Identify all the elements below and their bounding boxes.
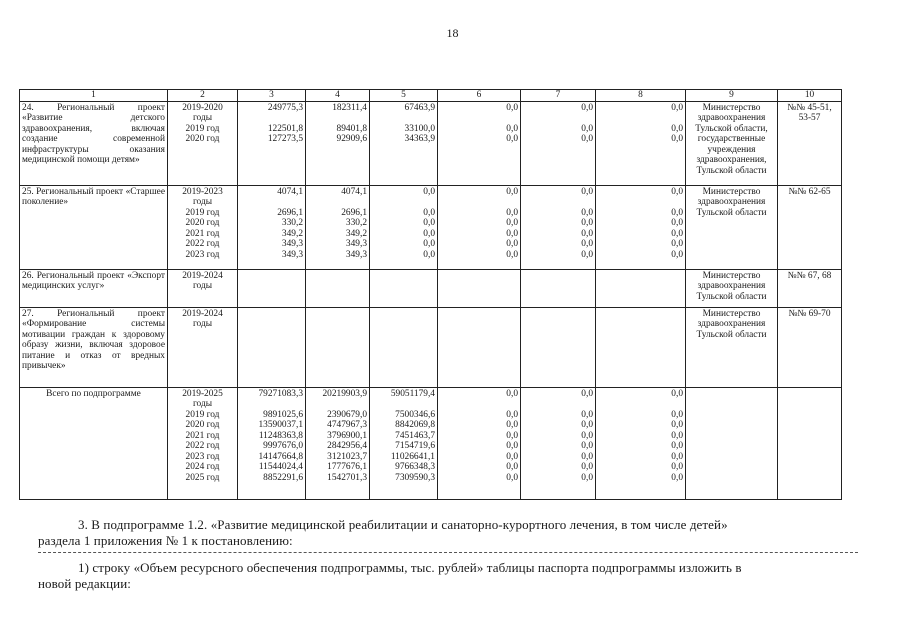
responsible-cell: Министерство здравоохранения Тульской области <box>686 307 778 387</box>
amount-line <box>372 197 435 208</box>
amount-line: 0,0 <box>506 207 518 218</box>
amount-line: 0,0 <box>423 249 435 260</box>
amount-line: 0,0 <box>506 409 518 420</box>
period-cell <box>168 185 238 269</box>
project-name-cell: 26. Региональный проект «Экспорт медицинских услуг» <box>20 269 168 307</box>
amount-line <box>308 197 367 208</box>
header-cell: 8 <box>596 90 686 102</box>
amount-line: 2696,1 <box>277 207 303 218</box>
reference-cell: №№ 45-51, 53-57 <box>778 101 842 185</box>
amount-line: 9891025,6 <box>263 409 303 420</box>
amount-line: 3796900,1 <box>327 430 367 441</box>
amount-cell <box>438 387 521 499</box>
period-cell <box>168 269 238 307</box>
amount-line: 8842069,8 <box>395 420 435 430</box>
amount-cell <box>596 269 686 307</box>
amount-cell <box>370 307 438 387</box>
amount-line: 0,0 <box>581 441 593 451</box>
amount-line: 0,0 <box>506 123 518 134</box>
period-line: 2019 год <box>185 123 220 134</box>
amount-line: 7154719,6 <box>395 441 435 451</box>
amount-line: 34363,9 <box>404 134 435 144</box>
amount-line <box>240 197 303 208</box>
amount-line: 0,0 <box>506 430 518 441</box>
amount-line: 0,0 <box>581 207 593 218</box>
amount-line: 0,0 <box>506 134 518 144</box>
amount-line: 0,0 <box>506 472 518 483</box>
header-cell: 6 <box>438 90 521 102</box>
amount-cell <box>306 269 370 307</box>
period-line: 2023 год <box>185 451 220 462</box>
amount-line: 92909,6 <box>336 134 367 144</box>
period-line: 2019-2024 <box>182 270 223 281</box>
period-line: 2022 год <box>185 441 220 451</box>
amount-line: 0,0 <box>581 472 593 483</box>
period-cell <box>168 307 238 387</box>
amount-line: 4747967,3 <box>327 420 367 430</box>
amount-line: 0,0 <box>671 228 683 239</box>
amount-line: 1542701,3 <box>327 472 367 483</box>
paragraph-item-1-line-1: 1) строку «Объем ресурсного обеспечения подпрограммы, тыс. рублей» таблицы паспорта подпрограммы изложить в <box>78 560 742 575</box>
amount-cell <box>521 101 596 185</box>
header-cell: 10 <box>778 90 842 102</box>
amount-line: 0,0 <box>581 388 593 399</box>
amount-cell <box>306 101 370 185</box>
amount-line: 0,0 <box>423 228 435 239</box>
table-body <box>20 101 842 499</box>
period-line: 2019-2023 <box>182 186 223 197</box>
amount-line: 0,0 <box>671 388 683 399</box>
amount-line: 0,0 <box>506 239 518 249</box>
amount-cell <box>438 307 521 387</box>
amount-line: 7309590,3 <box>395 472 435 483</box>
amount-cell <box>238 101 306 185</box>
project-name-cell: 27. Региональный проект «Формирование системы мотивации граждан к здоровому образу жизни, включая здоровое питание и отказ от вредных привычек» <box>20 307 168 387</box>
header-cell: 4 <box>306 90 370 102</box>
amount-line: 0,0 <box>581 420 593 430</box>
amount-line <box>598 399 683 410</box>
amount-line: 0,0 <box>581 228 593 239</box>
amount-line: 0,0 <box>581 451 593 462</box>
budget-table <box>19 89 842 500</box>
period-line: 2022 год <box>185 239 220 249</box>
amount-line: 0,0 <box>581 218 593 228</box>
amount-cell <box>438 269 521 307</box>
amount-cell <box>521 387 596 499</box>
amount-line: 349,3 <box>345 249 367 260</box>
amount-line <box>240 399 303 410</box>
table-header-row <box>20 90 842 102</box>
amount-line: 0,0 <box>671 186 683 197</box>
amount-line: 0,0 <box>581 186 593 197</box>
amount-cell <box>306 185 370 269</box>
amount-line: 0,0 <box>671 430 683 441</box>
amount-line: 11026641,1 <box>390 451 435 462</box>
amount-line: 0,0 <box>581 239 593 249</box>
amount-line <box>440 197 518 208</box>
period-line: 2019 год <box>185 207 220 218</box>
period-line: годы <box>192 399 213 409</box>
page-number: 18 <box>446 26 459 40</box>
amount-line: 0,0 <box>671 218 683 228</box>
amount-line <box>240 113 303 124</box>
amount-line: 2842956,4 <box>327 441 367 451</box>
amount-cell <box>370 269 438 307</box>
amount-line: 249775,3 <box>267 102 303 113</box>
amount-cell <box>521 185 596 269</box>
amount-line: 9766348,3 <box>395 462 435 472</box>
amount-line: 0,0 <box>671 102 683 113</box>
period-line: годы <box>192 197 213 207</box>
amount-cell <box>370 185 438 269</box>
amount-cell <box>238 307 306 387</box>
amount-line <box>523 197 593 208</box>
amount-line: 33100,0 <box>404 123 435 134</box>
amount-line: 7500346,6 <box>395 409 435 420</box>
amount-cell <box>238 269 306 307</box>
header-cell: 1 <box>20 90 168 102</box>
amount-line: 11248363,8 <box>258 430 303 441</box>
project-name-cell: Всего по подпрограмме <box>20 387 168 499</box>
table-row <box>20 185 842 269</box>
amount-line: 0,0 <box>671 249 683 260</box>
amount-line: 330,2 <box>281 218 303 228</box>
amount-cell <box>596 307 686 387</box>
amount-cell <box>521 269 596 307</box>
amount-cell <box>596 101 686 185</box>
amount-line: 0,0 <box>671 207 683 218</box>
amount-line: 349,3 <box>281 239 303 249</box>
amount-line <box>523 113 593 124</box>
amount-line: 349,3 <box>345 239 367 249</box>
amount-cell <box>306 387 370 499</box>
amount-line: 79271083,3 <box>258 388 303 399</box>
amount-line: 0,0 <box>506 186 518 197</box>
amount-line: 349,2 <box>281 228 303 239</box>
amount-line: 122501,8 <box>267 123 303 134</box>
amount-line <box>440 113 518 124</box>
period-line: годы <box>192 281 213 291</box>
amount-line: 127273,5 <box>267 134 303 144</box>
amount-line: 4074,1 <box>277 186 303 197</box>
amount-line <box>372 399 435 410</box>
amount-line: 0,0 <box>506 462 518 472</box>
table-row <box>20 387 842 499</box>
reference-cell: №№ 62-65 <box>778 185 842 269</box>
amount-line: 0,0 <box>671 123 683 134</box>
amount-line: 0,0 <box>506 228 518 239</box>
header-cell: 3 <box>238 90 306 102</box>
amount-line: 0,0 <box>671 134 683 144</box>
responsible-cell: Министерство здравоохранения Тульской области, государственные учреждения здравоохранения, Тульской области <box>686 101 778 185</box>
table-row <box>20 269 842 307</box>
amount-line: 0,0 <box>506 388 518 399</box>
header-cell: 7 <box>521 90 596 102</box>
amount-line: 0,0 <box>581 462 593 472</box>
amount-line: 0,0 <box>506 441 518 451</box>
amount-line: 11544024,4 <box>258 462 303 472</box>
period-line: 2024 год <box>185 462 220 472</box>
amount-line: 0,0 <box>581 102 593 113</box>
amount-line: 59051179,4 <box>390 388 435 399</box>
amount-line: 0,0 <box>581 249 593 260</box>
amount-cell <box>438 185 521 269</box>
period-line: 2019 год <box>185 409 220 420</box>
period-cell <box>168 101 238 185</box>
header-cell: 5 <box>370 90 438 102</box>
amount-cell <box>596 387 686 499</box>
period-line: 2021 год <box>185 430 220 441</box>
period-line: 2019-2024 <box>182 308 223 319</box>
table-row <box>20 307 842 387</box>
table-row <box>20 101 842 185</box>
amount-line: 349,3 <box>281 249 303 260</box>
amount-line: 0,0 <box>423 207 435 218</box>
amount-line: 1777676,1 <box>327 462 367 472</box>
amount-line: 0,0 <box>423 239 435 249</box>
amount-line: 9997676,0 <box>263 441 303 451</box>
amount-line: 0,0 <box>581 134 593 144</box>
amount-line: 67463,9 <box>404 102 435 113</box>
amount-line: 8852291,6 <box>263 472 303 483</box>
amount-line <box>440 399 518 410</box>
amount-line: 7451463,7 <box>395 430 435 441</box>
project-name-cell: 24. Региональный проект «Развитие детского здравоохранения, включая создание современной инфраструктуры оказания медицинской помощи детям» <box>20 101 168 185</box>
period-line: 2025 год <box>185 472 220 483</box>
project-name-cell: 25. Региональный проект «Старшее поколение» <box>20 185 168 269</box>
period-line: 2019-2025 <box>182 388 223 399</box>
amount-line: 0,0 <box>671 409 683 420</box>
paragraph-item-1-line-2: новой редакции: <box>38 576 131 591</box>
amount-line: 3121023,7 <box>327 451 367 462</box>
amount-cell <box>306 307 370 387</box>
amount-line: 182311,4 <box>332 102 367 113</box>
reference-cell: №№ 67, 68 <box>778 269 842 307</box>
amount-line: 330,2 <box>345 218 367 228</box>
amount-line: 0,0 <box>506 420 518 430</box>
amount-line: 0,0 <box>423 186 435 197</box>
amount-line: 0,0 <box>671 420 683 430</box>
amount-line <box>598 113 683 124</box>
amount-line: 20219903,9 <box>322 388 367 399</box>
responsible-cell: Министерство здравоохранения Тульской области <box>686 269 778 307</box>
period-cell <box>168 387 238 499</box>
amount-line <box>308 113 367 124</box>
amount-line: 89401,8 <box>336 123 367 134</box>
period-line: 2020 год <box>185 420 220 430</box>
reference-cell: №№ 69-70 <box>778 307 842 387</box>
amount-line: 0,0 <box>506 102 518 113</box>
paragraph-3-line-2: раздела 1 приложения № 1 к постановлению: <box>38 533 293 548</box>
period-line: 2019-2020 <box>182 102 223 113</box>
amount-line: 2390679,0 <box>327 409 367 420</box>
paragraph-3-line-1: 3. В подпрограмме 1.2. «Развитие медицинской реабилитации и санаторно-курортного лечения, в том числе детей» <box>78 517 728 532</box>
amount-line: 14147664,8 <box>258 451 303 462</box>
amount-line: 0,0 <box>671 239 683 249</box>
amount-cell <box>521 307 596 387</box>
period-line: 2020 год <box>185 218 220 228</box>
amount-line: 0,0 <box>506 451 518 462</box>
amount-line: 0,0 <box>671 472 683 483</box>
amount-line: 0,0 <box>423 218 435 228</box>
period-line: 2021 год <box>185 228 220 239</box>
amount-line: 0,0 <box>671 441 683 451</box>
amount-line <box>523 399 593 410</box>
amount-line: 0,0 <box>581 430 593 441</box>
responsible-cell <box>686 387 778 499</box>
amount-cell <box>238 387 306 499</box>
amount-line: 0,0 <box>506 249 518 260</box>
period-line: 2020 год <box>185 134 220 144</box>
amount-cell <box>370 387 438 499</box>
amount-line: 0,0 <box>671 451 683 462</box>
amount-line: 0,0 <box>581 123 593 134</box>
amount-line: 4074,1 <box>341 186 367 197</box>
amount-line <box>308 399 367 410</box>
reference-cell <box>778 387 842 499</box>
amount-cell <box>370 101 438 185</box>
amount-line: 0,0 <box>506 218 518 228</box>
amount-line: 0,0 <box>671 462 683 472</box>
header-cell: 2 <box>168 90 238 102</box>
amount-line: 349,2 <box>345 228 367 239</box>
amount-line: 0,0 <box>581 409 593 420</box>
responsible-cell: Министерство здравоохранения Тульской области <box>686 185 778 269</box>
header-cell: 9 <box>686 90 778 102</box>
amount-line: 2696,1 <box>341 207 367 218</box>
amount-line <box>598 197 683 208</box>
amount-cell <box>238 185 306 269</box>
amount-line <box>372 113 435 124</box>
amount-cell <box>438 101 521 185</box>
dashed-separator <box>38 552 858 553</box>
amount-line: 13590037,1 <box>258 420 303 430</box>
period-line: годы <box>192 113 213 123</box>
amount-cell <box>596 185 686 269</box>
period-line: годы <box>192 319 213 329</box>
period-line: 2023 год <box>185 249 220 260</box>
